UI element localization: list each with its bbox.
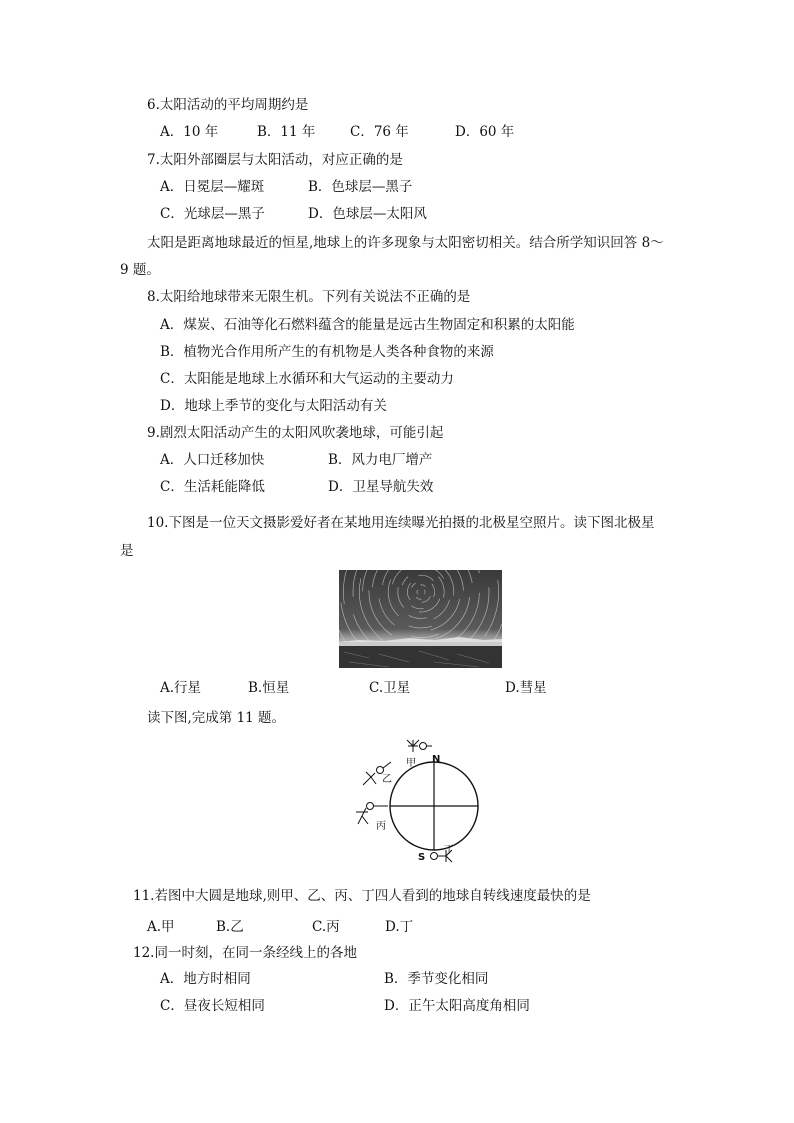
q9-option-a: A．人口迁移加快: [160, 452, 265, 468]
q6-option-b: B．11 年: [257, 124, 316, 140]
q10-stem-line-1: 10.下图是一位天文摄影爱好者在某地用连续曝光拍摄的北极星空照片。读下图北极星: [147, 515, 655, 531]
q9-option-c: C．生活耗能降低: [160, 479, 265, 495]
q12-option-d: D．正午太阳高度角相同: [384, 998, 530, 1014]
q7-option-c: C．光球层—黑子: [160, 206, 265, 222]
q12-stem: 12.同一时刻，在同一条经线上的各地: [133, 945, 357, 961]
q7-option-b: B．色球层—黑子: [308, 179, 413, 195]
q12-option-c: C．昼夜长短相同: [160, 998, 265, 1014]
label-yi: 乙: [382, 774, 392, 785]
earth-observer-diagram: [346, 732, 486, 866]
q8-option-c: C．太阳能是地球上水循环和大气运动的主要动力: [160, 371, 454, 387]
q11-stem: 11.若图中大圆是地球,则甲、乙、丙、丁四人看到的地球自转线速度最快的是: [133, 888, 591, 904]
label-bing: 丙: [376, 821, 386, 832]
q10-option-b: B.恒星: [248, 680, 290, 696]
q9-option-d: D．卫星导航失效: [328, 479, 434, 495]
q6-option-c: C．76 年: [350, 124, 409, 140]
q10-option-d: D.彗星: [505, 680, 547, 696]
star-trail-photo: [339, 570, 502, 668]
q8-option-b: B．植物光合作用所产生的有机物是人类各种食物的来源: [160, 344, 494, 360]
q12-option-a: A．地方时相同: [160, 971, 251, 987]
q9-stem: 9.剧烈太阳活动产生的太阳风吹袭地球，可能引起: [147, 425, 444, 441]
observer-jia: [407, 740, 432, 752]
q11-option-a: A.甲: [147, 919, 175, 935]
intro-line-2: 9 题。: [120, 262, 160, 278]
q12-option-b: B．季节变化相同: [384, 971, 489, 987]
q7-option-d: D．色球层—太阳风: [308, 206, 427, 222]
q8-option-d: D．地球上季节的变化与太阳活动有关: [160, 398, 387, 414]
q11-option-c: C.丙: [312, 919, 340, 935]
label-jia: 甲: [406, 758, 416, 769]
q10-option-a: A.行星: [160, 680, 202, 696]
north-label: N: [432, 754, 441, 765]
q11-option-b: B.乙: [216, 919, 244, 935]
q10-stem-line-2: 是: [120, 543, 134, 559]
q8-stem: 8.太阳给地球带来无限生机。下列有关说法不正确的是: [147, 289, 471, 305]
q7-option-a: A．日冕层—耀斑: [160, 179, 265, 195]
q9-option-b: B．风力电厂增产: [328, 452, 433, 468]
q7-stem: 7.太阳外部圈层与太阳活动，对应正确的是: [147, 152, 403, 168]
q10-option-c: C.卫星: [369, 680, 411, 696]
intro-line-1: 太阳是距离地球最近的恒星,地球上的许多现象与太阳密切相关。结合所学知识回答 8～: [147, 235, 664, 251]
q11-option-d: D.丁: [385, 919, 414, 935]
q8-option-a: A．煤炭、石油等化石燃料蕴含的能量是远古生物固定和积累的太阳能: [160, 317, 575, 333]
q6-option-a: A．10 年: [160, 124, 219, 140]
q6-option-d: D．60 年: [455, 124, 515, 140]
label-ding: 丁: [444, 845, 454, 856]
south-label: S: [418, 852, 426, 863]
q6-stem: 6.太阳活动的平均周期约是: [147, 97, 309, 113]
read-figure-instruction: 读下图,完成第 11 题。: [147, 710, 286, 726]
